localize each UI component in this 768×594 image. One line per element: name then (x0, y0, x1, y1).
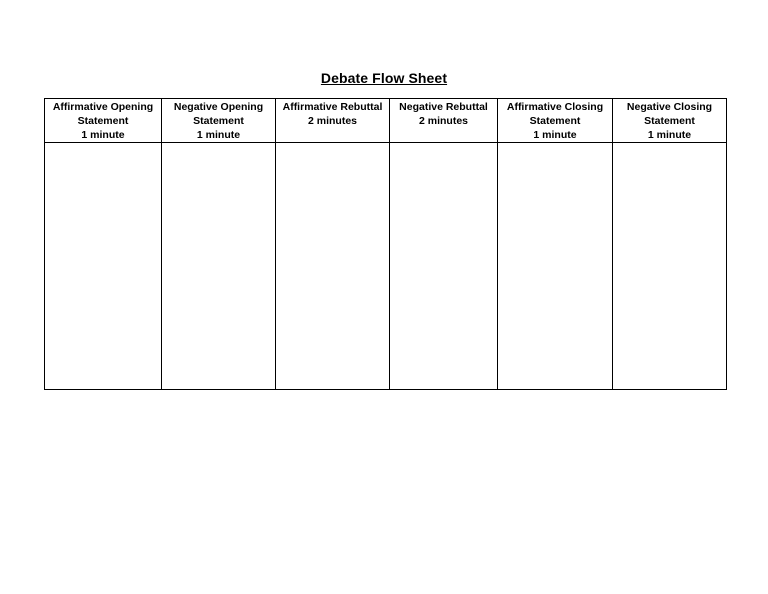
column-header-label: Affirmative Opening (52, 101, 154, 113)
column-header-negative-rebuttal (390, 99, 498, 143)
notes-cell-negative-closing (613, 143, 727, 390)
column-header-label: Negative Closing (626, 101, 713, 113)
notes-cell-affirmative-closing (498, 143, 613, 390)
column-header-negative-opening (162, 99, 276, 143)
column-header-negative-closing (613, 99, 727, 143)
column-header-label: Statement (529, 115, 581, 127)
header-row (45, 99, 727, 143)
column-header-affirmative-rebuttal (276, 99, 390, 143)
notes-row (45, 143, 727, 390)
column-header-label: Statement (193, 115, 244, 127)
notes-cell-negative-rebuttal (390, 143, 498, 390)
column-header-label: Negative Opening (173, 101, 264, 113)
flow-sheet-table (44, 98, 727, 390)
column-header-time: 1 minute (533, 129, 577, 141)
column-header-label: Statement (77, 115, 129, 127)
column-header-affirmative-closing (498, 99, 613, 143)
column-header-time: 2 minutes (307, 115, 357, 127)
column-header-time: 1 minute (196, 129, 241, 141)
column-header-time: 1 minute (81, 129, 125, 141)
column-header-time: 1 minute (647, 129, 692, 141)
column-header-label: Statement (644, 115, 695, 127)
column-header-label: Affirmative Closing (506, 101, 604, 113)
column-header-label: Negative Rebuttal (399, 101, 488, 113)
column-header-label: Affirmative Rebuttal (282, 101, 383, 113)
column-header-time: 2 minutes (418, 115, 468, 127)
column-header-affirmative-opening (45, 99, 162, 143)
notes-cell-affirmative-opening (45, 143, 162, 390)
notes-cell-negative-opening (162, 143, 276, 390)
page-title: Debate Flow Sheet (320, 70, 448, 86)
notes-cell-affirmative-rebuttal (276, 143, 390, 390)
